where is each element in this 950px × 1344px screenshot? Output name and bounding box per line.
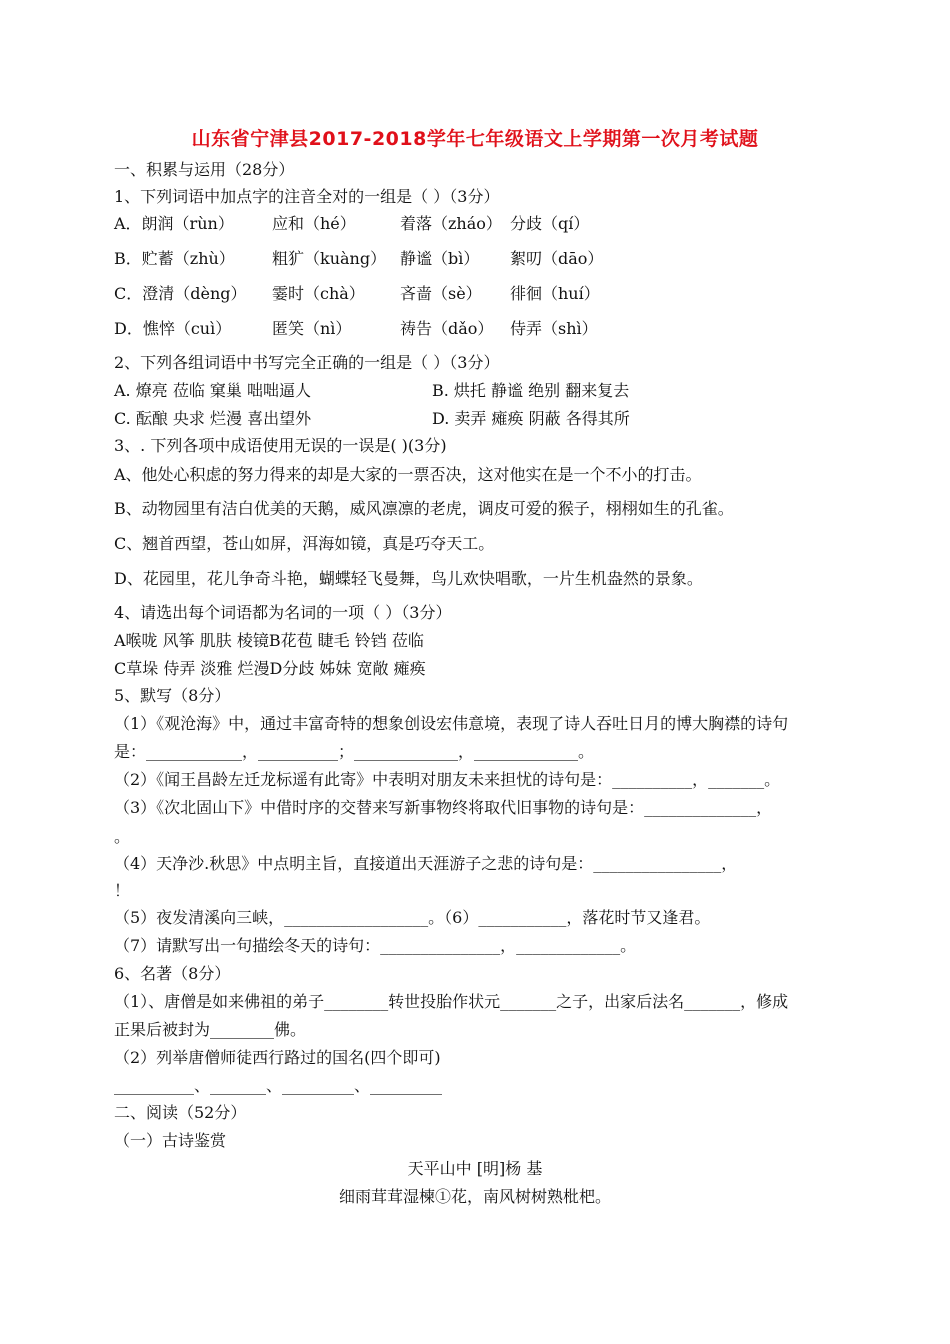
option-b-1: B．贮蓄（zhù） xyxy=(114,249,235,268)
option-a: A. 燎亮 莅临 窠巢 咄咄逼人 xyxy=(114,381,311,400)
classic-item: （1）、唐僧是如来佛祖的弟子________转世投胎作状元_______之子，出家后法名_______，修成 xyxy=(114,992,789,1011)
option-c-1: C．澄清（dèng） xyxy=(114,284,247,303)
classic-item: （2）列举唐僧师徒西行路过的国名(四个即可) xyxy=(114,1048,441,1067)
option-d-3: 祷告（dǎo） xyxy=(400,319,494,338)
question-stem: 3、. 下列各项中成语使用无误的一误是( )(3分) xyxy=(114,436,447,455)
poem-heading: 天平山中 [明]杨 基 xyxy=(407,1159,543,1178)
option-b-4: 絮叨（dāo） xyxy=(510,249,604,268)
recite-item: （2）《闻王昌龄左迁龙标遥有此寄》中表明对朋友未来担忧的诗句是：__________，_______。 xyxy=(114,770,781,789)
question-stem: 1、下列词语中加点字的注音全对的一组是（ ）（3分） xyxy=(114,187,500,206)
option-d-2: 匿笑（nì） xyxy=(272,319,352,338)
question-stem: 4、请选出每个词语都为名词的一项（ ）（3分） xyxy=(114,603,452,622)
question-stem: 2、下列各组词语中书写完全正确的一组是（ ）（3分） xyxy=(114,353,500,372)
recite-item: （4）天净沙.秋思》中点明主旨，直接道出天涯游子之悲的诗句是：________________， xyxy=(114,854,738,873)
classic-item: 正果后被封为________佛。 xyxy=(114,1020,307,1039)
option-c: C、翘首西望，苍山如屏，洱海如镜，真是巧夺天工。 xyxy=(114,534,495,553)
option-c: C. 酝酿 央求 烂漫 喜出望外 xyxy=(114,409,312,428)
option-c-3: 吝啬（sè） xyxy=(400,284,482,303)
option-d-4: 侍弄（shì） xyxy=(510,319,598,338)
answer-blanks: __________、_______、_________、_________ xyxy=(114,1076,443,1095)
option-a: A、他处心积虑的努力得来的却是大家的一票否决，这对他实在是一个不小的打击。 xyxy=(114,465,702,484)
recite-item: ！ xyxy=(114,881,131,900)
subsection-heading: （一）古诗鉴赏 xyxy=(114,1131,227,1150)
option-a-3: 着落（zháo） xyxy=(400,214,502,233)
option-d-1: D．憔悴（cuì） xyxy=(114,319,232,338)
option-d: D. 卖弄 瘫痪 阴蔽 各得其所 xyxy=(432,409,630,428)
option-row: A喉咙 风筝 肌肤 棱镜B花苞 睫毛 铃铛 莅临 xyxy=(114,631,424,650)
option-c-4: 徘徊（huí） xyxy=(510,284,600,303)
option-a-1: A．朗润（rùn） xyxy=(114,214,234,233)
option-b-2: 粗犷（kuàng） xyxy=(272,249,387,268)
section-heading: 一、积累与运用（28分） xyxy=(114,160,295,179)
section-heading: 二、阅读（52分） xyxy=(114,1103,247,1122)
question-stem: 5、默写（8分） xyxy=(114,686,231,705)
option-a-2: 应和（hé） xyxy=(272,214,356,233)
recite-item: （1）《观沧海》中，通过丰富奇特的想象创设宏伟意境，表现了诗人吞吐日月的博大胸襟的诗句 xyxy=(114,714,789,733)
recite-item: 。 xyxy=(114,827,131,846)
recite-item: （5）夜发清溪向三峡，__________________。（6）___________，落花时节又逢君。 xyxy=(114,908,711,927)
option-row: C草垛 侍弄 淡雅 烂漫D分歧 姊妹 宽敞 瘫痪 xyxy=(114,659,426,678)
recite-item: （3）《次北固山下》中借时序的交替来写新事物终将取代旧事物的诗句是：______________， xyxy=(114,798,773,817)
option-b-3: 静谧（bì） xyxy=(400,249,480,268)
option-a-4: 分歧（qí） xyxy=(510,214,590,233)
exam-title: 山东省宁津县2017-2018学年七年级语文上学期第一次月考试题 xyxy=(191,128,759,150)
option-c-2: 霎时（chà） xyxy=(272,284,365,303)
recite-item: （7）请默写出一句描绘冬天的诗句：_______________，_____________。 xyxy=(114,936,637,955)
option-d: D、花园里，花儿争奇斗艳，蝴蝶轻飞曼舞，鸟儿欢快唱歌，一片生机盎然的景象。 xyxy=(114,569,703,588)
recite-item: 是：____________，__________；_____________，_____________。 xyxy=(114,742,595,761)
option-b: B. 烘托 静谧 绝别 翻来复去 xyxy=(432,381,630,400)
option-b: B、动物园里有洁白优美的天鹅，威风凛凛的老虎，调皮可爱的猴子，栩栩如生的孔雀。 xyxy=(114,499,734,518)
poem-line: 细雨茸茸湿楝①花，南风树树熟枇杷。 xyxy=(338,1187,611,1206)
question-stem: 6、名著（8分） xyxy=(114,964,231,983)
